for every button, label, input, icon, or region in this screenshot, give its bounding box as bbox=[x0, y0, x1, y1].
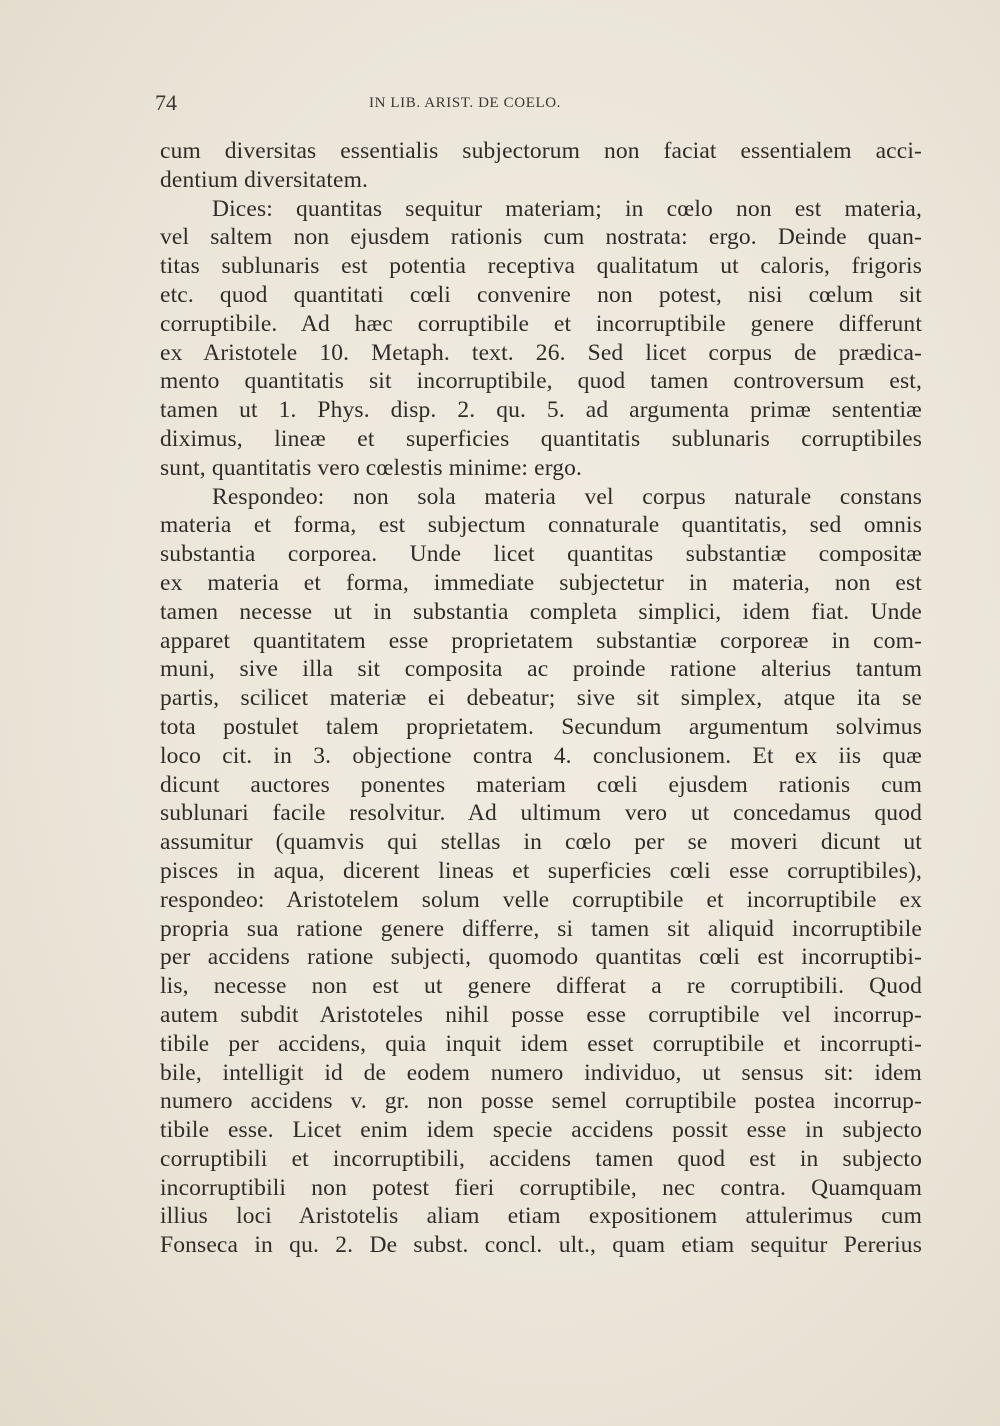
text-line: loco cit. in 3. objectione contra 4. conclusionem. Et ex iis quæ bbox=[160, 742, 922, 769]
text-line: per accidens ratione subjecti, quomodo quantitas cœli est incorruptibi- bbox=[160, 944, 922, 971]
text-line: corruptibile. Ad hæc corruptibile et incorruptibile genere differunt bbox=[160, 310, 922, 337]
text-line: pisces in aqua, dicerent lineas et superficies cœli esse corruptibiles), bbox=[160, 857, 922, 884]
text-line: propria sua ratione genere differre, si tamen sit aliquid incorruptibile bbox=[160, 915, 922, 942]
text-line: titas sublunaris est potentia receptiva qualitatum ut caloris, frigoris bbox=[160, 253, 922, 280]
text-line: partis, scilicet materiæ ei debeatur; sive sit simplex, atque ita se bbox=[160, 685, 922, 712]
text-line: Respondeo: non sola materia vel corpus naturale constans bbox=[212, 483, 922, 510]
text-line: sublunari facile resolvitur. Ad ultimum vero ut concedamus quod bbox=[160, 800, 922, 827]
text-line: tibile per accidens, quia inquit idem esset corruptibile et incorrupti- bbox=[160, 1030, 922, 1057]
text-line: respondeo: Aristotelem solum velle corruptibile et incorruptibile ex bbox=[160, 886, 922, 913]
text-line: bile, intelligit id de eodem numero individuo, ut sensus sit: idem bbox=[160, 1059, 922, 1086]
text-line: materia et forma, est subjectum connaturale quantitatis, sed omnis bbox=[160, 512, 922, 539]
text-line: vel saltem non ejusdem rationis cum nostrata: ergo. Deinde quan- bbox=[160, 224, 922, 251]
text-line: lis, necesse non est ut genere differat a re corruptibili. Quod bbox=[160, 973, 922, 1000]
text-line: autem subdit Aristoteles nihil posse esse corruptibile vel incorrup- bbox=[160, 1001, 922, 1028]
page-header bbox=[155, 88, 925, 118]
text-line: incorruptibili non potest fieri corruptibile, nec contra. Quamquam bbox=[160, 1174, 922, 1201]
text-line: sunt, quantitatis vero cœlestis minime: ergo. bbox=[160, 454, 583, 481]
text-line: ex Aristotele 10. Metaph. text. 26. Sed licet corpus de prædica- bbox=[160, 339, 922, 366]
text-line: tota postulet talem proprietatem. Secundum argumentum solvimus bbox=[160, 713, 922, 740]
text-line: cum diversitas essentialis subjectorum non faciat essentialem acci- bbox=[160, 138, 922, 164]
text-line: dicunt auctores ponentes materiam cœli ejusdem rationis cum bbox=[160, 771, 922, 798]
text-line: assumitur (quamvis qui stellas in cœlo per se moveri dicunt ut bbox=[160, 829, 922, 856]
text-line: substantia corporea. Unde licet quantitas substantiæ compositæ bbox=[160, 541, 922, 568]
text-line: illius loci Aristotelis aliam etiam expositionem attulerimus cum bbox=[160, 1203, 922, 1230]
text-line: etc. quod quantitati cœli convenire non potest, nisi cœlum sit bbox=[160, 281, 922, 308]
running-head: IN LIB. ARIST. DE COELO. bbox=[368, 95, 562, 111]
text-line: ex materia et forma, immediate subjectetur in materia, non est bbox=[160, 569, 922, 596]
text-line: apparet quantitatem esse proprietatem substantiæ corporeæ in com- bbox=[160, 627, 922, 654]
text-line: muni, sive illa sit composita ac proinde ratione alterius tantum bbox=[160, 656, 922, 683]
text-line: diximus, lineæ et superficies quantitatis sublunaris corruptibiles bbox=[160, 425, 922, 452]
text-line: mento quantitatis sit incorruptibile, quod tamen controversum est, bbox=[160, 368, 922, 395]
text-line: tamen ut 1. Phys. disp. 2. qu. 5. ad argumenta primæ sententiæ bbox=[160, 397, 922, 424]
text-line: dentium diversitatem. bbox=[160, 166, 369, 193]
text-line: Dices: quantitas sequitur materiam; in cœlo non est materia, bbox=[212, 195, 922, 222]
text-line: tamen necesse ut in substantia completa simplici, idem fiat. Unde bbox=[160, 598, 922, 625]
text-line: Fonseca in qu. 2. De subst. concl. ult., quam etiam sequitur Pererius bbox=[160, 1232, 922, 1259]
body-text bbox=[160, 137, 922, 1260]
text-line: tibile esse. Licet enim idem specie accidens possit esse in subjecto bbox=[160, 1117, 922, 1144]
page-number: 74 bbox=[155, 90, 177, 115]
text-line: corruptibili et incorruptibili, accidens tamen quod est in subjecto bbox=[160, 1145, 922, 1172]
text-line: numero accidens v. gr. non posse semel corruptibile postea incorrup- bbox=[160, 1088, 922, 1115]
